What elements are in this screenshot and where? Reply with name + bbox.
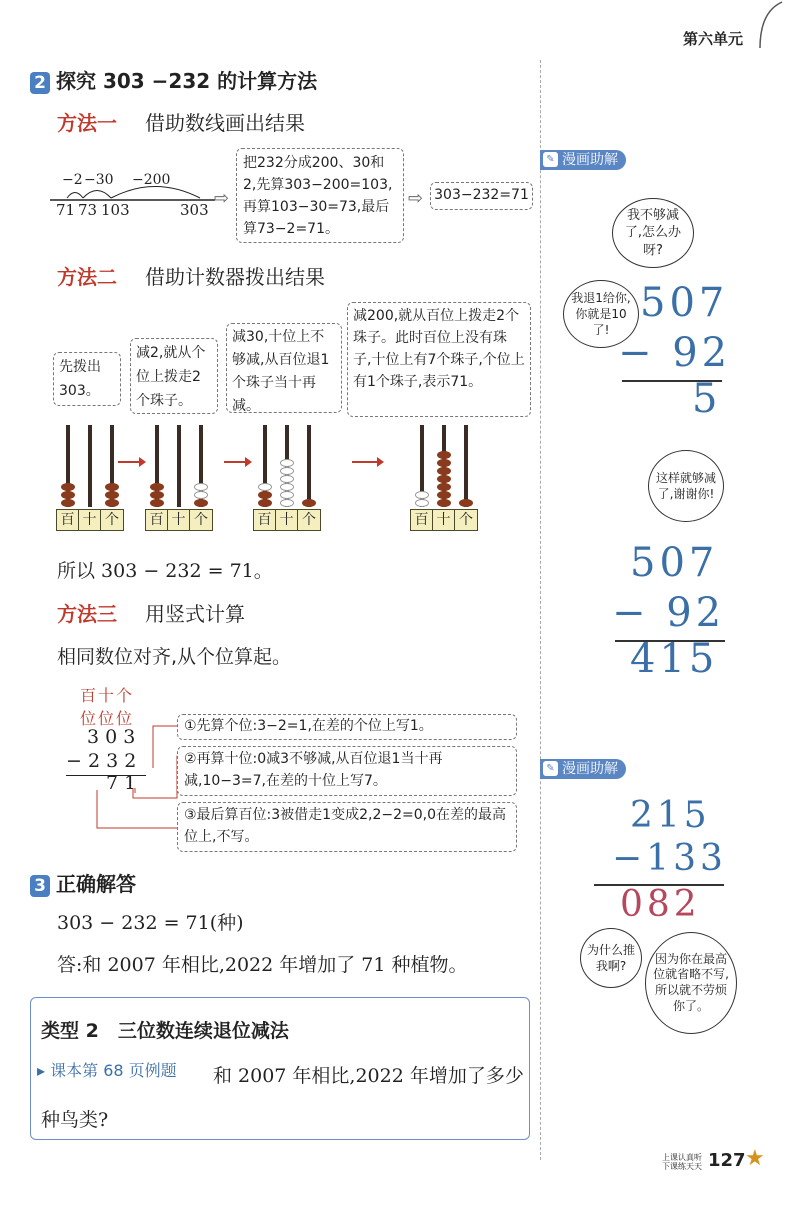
method3-note: 相同数位对齐,从个位算起。 (57, 646, 292, 668)
step-arrow (224, 461, 250, 463)
abacus-1: 百 十 个 (56, 425, 126, 535)
type2-box (30, 997, 530, 1140)
nl-label-m2: −2 (62, 172, 83, 188)
comic-p1-result: 5 (692, 376, 722, 422)
type2-title: 类型 2 三位数连续退位减法 (41, 1020, 289, 1042)
vertical-note-3: ③最后算百位:3被借走1变成2,2−2=0,0在差的最高位上,不写。 (177, 802, 517, 852)
method1-label: 方法一 (57, 111, 117, 135)
method1-title: 借助数线画出结果 (145, 111, 305, 135)
vertical-row3: 7 1 (106, 772, 137, 794)
comic-p2-result: 415 (630, 636, 719, 682)
step-arrow (352, 461, 382, 463)
abacus-4: 百 十 个 (410, 425, 480, 535)
comic-bubble-1: 我不够减了,怎么办呀? (612, 198, 694, 268)
arrow-icon: ⇨ (408, 188, 424, 209)
unit-title: 第六单元 (683, 30, 744, 48)
footer-text: 上课认真听 下课练天天 (662, 1153, 702, 1171)
connector-lines (85, 718, 180, 843)
comic-bubble-4: 为什么推我啊? (580, 928, 642, 988)
step-arrow (118, 461, 144, 463)
type2-ref[interactable]: ▸ 课本第 68 页例题 (37, 1061, 177, 1080)
method2-conclusion: 所以 303 − 232 = 71。 (57, 560, 273, 582)
comic-tag: ✎ 漫画助解 (540, 759, 626, 779)
comic-p3-mid: −133 (612, 838, 727, 879)
abacus-step-3: 减30,十位上不够减,从百位退1个珠子当十再减。 (226, 323, 342, 413)
star-icon: ★ (745, 1146, 765, 1171)
page-number: 127 (708, 1150, 746, 1171)
section2-heading (30, 65, 317, 94)
column-divider (540, 60, 541, 1160)
method3-title: 用竖式计算 (145, 602, 245, 626)
abacus-3: 百 十 个 (253, 425, 323, 535)
arrow-icon: ⇨ (214, 188, 230, 209)
comic-p2-top: 507 (630, 540, 719, 586)
abacus-2: 百 十 个 (145, 425, 215, 535)
comic-p2-mid: − 92 (612, 590, 726, 636)
method1-result: 303−232=71 (430, 182, 533, 210)
vertical-row1: 3 0 3 (87, 726, 136, 748)
method2-label: 方法二 (57, 265, 117, 289)
comic-p3-top: 215 (630, 795, 711, 836)
method3-label: 方法三 (57, 602, 117, 626)
method2-title: 借助计数器拨出结果 (145, 265, 325, 289)
section2-title: 探究 303 −232 的计算方法 (56, 69, 318, 93)
section3-equation: 303 − 232 = 71(种) (57, 912, 244, 934)
section3-heading (30, 868, 136, 897)
comic-bubble-2: 我退1给你,你就是10了! (563, 280, 639, 348)
comic-bubble-3: 这样就够减了,谢谢你! (648, 450, 724, 522)
comic-icon: ✎ (543, 761, 558, 776)
comic-p1-mid: − 92 (618, 330, 732, 376)
comic-tag: ✎ 漫画助解 (540, 150, 626, 170)
abacus-step-1: 先拨出303。 (53, 352, 121, 406)
vertical-note-2: ②再算十位:0减3不够减,从百位退1当十再减,10−3=7,在差的十位上写7。 (177, 746, 517, 796)
nl-label-303: 303 (180, 201, 209, 219)
nl-label-73: 73 (78, 201, 98, 219)
type2-question: 和 2007 年相比,2022 年增加了多少种鸟类? (41, 1065, 524, 1131)
nl-label-103: 103 (101, 201, 130, 219)
place-labels-bottom: 位位位 (80, 709, 135, 728)
nl-label-m30: −30 (84, 172, 114, 188)
abacus-step-4: 减200,就从百位上拨走2个珠子。此时百位上没有珠子,十位上有7个珠子,个位上有1个珠子,表示71。 (347, 302, 531, 417)
abacus-step-2: 减2,就从个位上拨走2个珠子。 (130, 338, 218, 414)
comic-p3-result: 082 (620, 884, 701, 925)
comic-p1-top: 507 (640, 280, 729, 326)
section3-title: 正确解答 (56, 872, 136, 896)
corner-curve (752, 0, 792, 50)
comic-bubble-5: 因为你在最高位就省略不写,所以就不劳烦你了。 (645, 932, 737, 1034)
vertical-row2: − 2 3 2 (66, 750, 137, 772)
method1-explanation: 把232分成200、30和2,先算303−200=103,再算103−30=73,最后算73−2=71。 (236, 148, 404, 243)
comic-icon: ✎ (543, 152, 558, 167)
vertical-note-1: ①先算个位:3−2=1,在差的个位上写1。 (177, 714, 517, 740)
place-labels-top: 百十个 (80, 686, 135, 705)
nl-label-m200: −200 (132, 172, 171, 188)
nl-label-71: 71 (56, 201, 76, 219)
section3-answer: 答:和 2007 年相比,2022 年增加了 71 种植物。 (57, 954, 468, 976)
section-number-badge: 3 (30, 875, 50, 897)
section-number-badge: 2 (30, 72, 50, 94)
